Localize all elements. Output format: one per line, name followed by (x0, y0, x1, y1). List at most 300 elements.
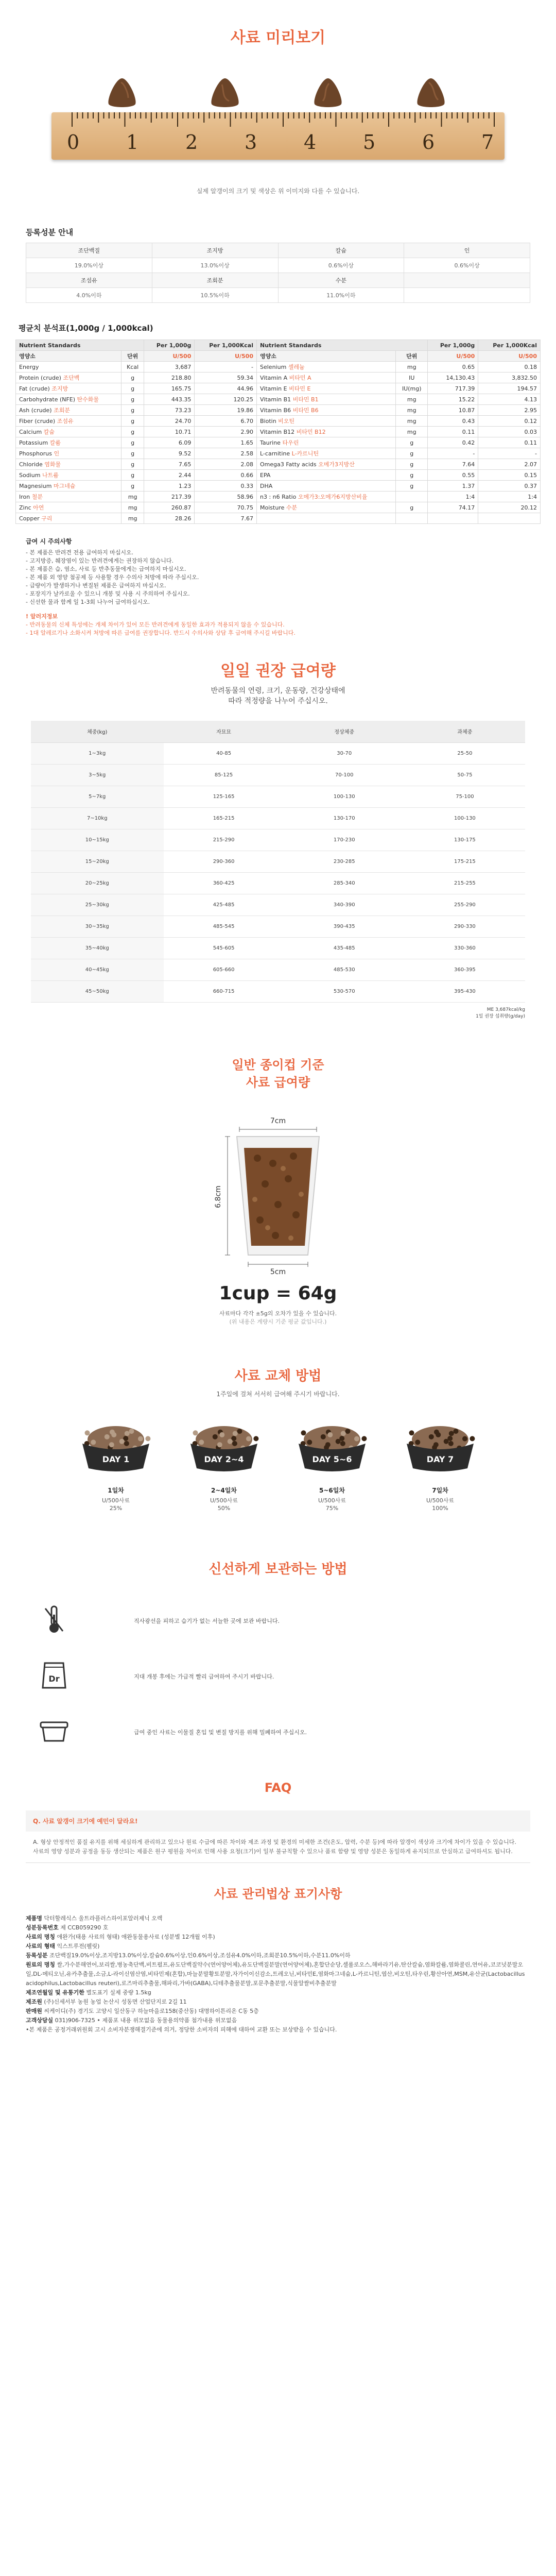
ruler-number: 4 (304, 131, 317, 154)
analysis-subheader: 단위 (396, 351, 428, 362)
reg-header: 조지방 (152, 243, 278, 258)
cup-note: (위 내용은 계량시 기준 평균 값입니다.) (229, 1318, 327, 1325)
feeding-cell: 3~5kg (31, 764, 164, 786)
kibble-image (208, 77, 241, 108)
legal-value: 제 CCB059290 호 (58, 1924, 109, 1931)
cup-title: 사료 급여량 (246, 1075, 310, 1090)
reg-header (404, 273, 530, 288)
nutrient-per-kcal: 0.03 (478, 427, 541, 437)
nutrient-name (257, 383, 396, 394)
feeding-cell: 20~25kg (31, 872, 164, 894)
nutrient-ko: 오메가3:오메가6지방산비율 (298, 494, 368, 500)
kibble-image (414, 77, 447, 108)
registered-title: 등록성분 안내 (26, 228, 74, 237)
feeding-cell: 360-425 (164, 872, 284, 894)
registered-table (26, 243, 530, 303)
feeding-cell: 125-165 (164, 786, 284, 807)
nutrient-unit: g (396, 481, 428, 492)
nutrient-unit: g (396, 437, 428, 448)
feeding-cell: 35~40kg (31, 937, 164, 959)
nutrient-name (16, 502, 121, 513)
analysis-subheader: 영양소 (16, 351, 121, 362)
nutrient-per-kcal: 1:4 (478, 492, 541, 502)
nutrient-en: EPA (260, 471, 271, 479)
nutrient-ko: 조단백 (63, 375, 80, 381)
nutrient-name (257, 481, 396, 492)
analysis-row (16, 481, 541, 492)
nutrient-per-g: 717.39 (428, 383, 478, 394)
nutrient-name (257, 513, 396, 524)
day-food: U/500사료 (318, 1497, 346, 1504)
reg-value: 0.6%이상 (404, 258, 530, 273)
nutrient-en: Selenium (260, 364, 288, 370)
feeding-cell: 30~35kg (31, 916, 164, 937)
feeding-cell: 255-290 (405, 894, 525, 916)
kibble-image (311, 77, 344, 108)
analysis-subheader: 단위 (121, 351, 144, 362)
feeding-cell: 100-130 (284, 786, 405, 807)
ruler-number: 7 (481, 131, 494, 154)
analysis-header: Nutrient Standards (257, 340, 428, 351)
nutrient-en: Vitamin A (260, 375, 289, 381)
legal-title: 사료 관리법상 표기사항 (214, 1886, 342, 1901)
nutrient-ko: 셀레늄 (288, 364, 305, 370)
analysis-row (16, 416, 541, 427)
feeding-row (31, 872, 525, 894)
feeding-footnote: ME 3,687kcal/kg (486, 1007, 525, 1012)
nutrient-unit: g (121, 394, 144, 405)
nutrient-ko: 조섬유 (57, 418, 74, 425)
analysis-row (16, 459, 541, 470)
analysis-header: Per 1,000g (144, 340, 195, 351)
nutrient-unit: g (396, 448, 428, 459)
nutrient-unit: mg (396, 416, 428, 427)
feeding-cell: 10~15kg (31, 829, 164, 851)
analysis-header: Per 1,000Kcal (478, 340, 541, 351)
nutrient-per-g: 1:4 (428, 492, 478, 502)
cup-height-label: 6.8cm (214, 1185, 222, 1208)
nutrient-name (257, 437, 396, 448)
feeding-cell: 660-715 (164, 980, 284, 1002)
feeding-cell: 530-570 (284, 980, 405, 1002)
nutrient-per-g: 3,687 (144, 362, 195, 372)
nutrient-per-kcal: 0.11 (478, 437, 541, 448)
replace-day (293, 1419, 371, 1512)
allergy-item: - 1대 알레르기나 소화시켜 처방에 따른 급여를 권장합니다. 반드시 수의사와 상담 후 급여해 주시길 바랍니다. (26, 630, 296, 636)
svg-text:Dr: Dr (48, 1673, 60, 1684)
legal-section (0, 1884, 556, 2055)
nutrient-per-kcal: 59.34 (195, 372, 257, 383)
nutrient-per-g: 74.17 (428, 502, 478, 513)
nutrient-ko: 비타민 A (289, 375, 311, 381)
nutrient-en: Calcium (19, 429, 44, 435)
nutrient-unit (396, 513, 428, 524)
day-badge: DAY 1 (102, 1454, 130, 1464)
feeding-cell: 175-215 (405, 851, 525, 872)
food-bowl-icon (185, 1419, 263, 1476)
reg-header: 조회분 (152, 273, 278, 288)
legal-key: 제조연월일 및 유통기한 (26, 1989, 84, 1996)
legal-line (26, 1914, 530, 1923)
nutrient-per-g: 10.87 (428, 405, 478, 416)
reg-value: 4.0%이하 (26, 288, 152, 303)
nutrient-en: Ash (crude) (19, 407, 54, 414)
caution-item: - 신선한 물과 함께 일 1-3회 나누어 급여하십시오. (26, 599, 150, 605)
nutrient-en: Magnesium (19, 483, 54, 489)
storage-section (0, 1558, 556, 1760)
legal-key: 제조원 (26, 1998, 42, 2005)
legal-line (26, 1933, 530, 1942)
feeding-table (31, 721, 525, 1003)
feeding-cell: 215-255 (405, 872, 525, 894)
feeding-cell: 290-360 (164, 851, 284, 872)
caution-title: 급여 시 주의사항 (26, 538, 72, 545)
day-label: 2~4일차 (211, 1486, 237, 1494)
nutrient-unit: g (121, 459, 144, 470)
feeding-cell: 605-660 (164, 959, 284, 980)
analysis-subheader: U/500 (195, 351, 257, 362)
legal-line (26, 2007, 530, 2016)
feeding-cell: 285-340 (284, 872, 405, 894)
legal-line (26, 1988, 530, 1997)
day-percent: 50% (217, 1504, 231, 1512)
reg-header: 조단백질 (26, 243, 152, 258)
nutrient-per-kcal: - (195, 362, 257, 372)
feeding-header: 과체중 (405, 721, 525, 742)
caution-item: - 본 제품 외 영양 첨공제 등 사용할 경우 수의사 처방에 따라 주십시오. (26, 574, 199, 581)
legal-value: 닥터할레식스 울트라플러스하이포알러제닉 오렉 (42, 1914, 163, 1922)
nutrient-unit: g (121, 416, 144, 427)
feeding-cell: 230-285 (284, 851, 405, 872)
nutrient-per-g: 9.52 (144, 448, 195, 459)
nutrient-per-kcal: 1.65 (195, 437, 257, 448)
analysis-table (15, 340, 541, 524)
nutrient-ko: 나트륨 (42, 472, 59, 479)
nutrient-en: Moisture (260, 504, 286, 511)
feeding-row (31, 937, 525, 959)
nutrient-per-kcal: 2.58 (195, 448, 257, 459)
nutrient-per-g: 24.70 (144, 416, 195, 427)
feeding-row (31, 829, 525, 851)
nutrient-en: Energy (19, 363, 39, 370)
legal-key: 판매원 (26, 2007, 42, 2014)
nutrient-name (16, 492, 121, 502)
nutrient-ko: 인 (54, 450, 60, 457)
nutrient-en: Vitamin B6 (260, 407, 293, 414)
nutrient-per-g (428, 513, 478, 524)
nutrient-unit: g (121, 383, 144, 394)
analysis-header: Nutrient Standards (16, 340, 144, 351)
feeding-cell: 545-605 (164, 937, 284, 959)
feeding-cell: 7~10kg (31, 807, 164, 829)
nutrient-en: n3 : n6 Ratio (260, 494, 298, 500)
nutrient-per-kcal: 0.15 (478, 470, 541, 481)
day-food: U/500사료 (101, 1497, 130, 1504)
nutrient-name (16, 405, 121, 416)
nutrient-en: Vitamin B12 (260, 429, 297, 435)
nutrient-ko: 수분 (286, 504, 298, 511)
nutrient-ko: 타우린 (282, 439, 299, 446)
feeding-cell: 15~20kg (31, 851, 164, 872)
feeding-cell: 50-75 (405, 764, 525, 786)
nutrient-ko: 탄수화물 (77, 396, 99, 403)
cup-note: 사료마다 각각 ±5g의 오차가 있을 수 있습니다. (219, 1310, 337, 1317)
nutrient-ko: 칼슘 (43, 429, 55, 435)
nutrient-unit: g (121, 427, 144, 437)
nutrient-en: Iron (19, 494, 32, 500)
nutrient-per-kcal: 58.96 (195, 492, 257, 502)
cup-amount: 1cup = 64g (219, 1282, 337, 1304)
nutrient-per-kcal: 3,832.50 (478, 372, 541, 383)
caution-item: - 고지방증, 췌장염이 있는 반려견에게는 권장하지 않습니다. (26, 557, 173, 564)
legal-line (26, 1951, 530, 1960)
feeding-cell: 390-435 (284, 916, 405, 937)
nutrient-ko: 철분 (31, 494, 43, 500)
nutrient-name (257, 448, 396, 459)
legal-key: 성분등록번호 (26, 1924, 59, 1931)
analysis-section (0, 323, 556, 524)
nutrient-per-kcal: 4.13 (478, 394, 541, 405)
day-badge: DAY 7 (426, 1454, 454, 1464)
nutrient-name (16, 459, 121, 470)
feeding-row (31, 959, 525, 980)
nutrient-name (257, 394, 396, 405)
feeding-title: 일일 권장 급여량 (220, 662, 336, 680)
nutrient-per-g: 14,130.43 (428, 372, 478, 383)
nutrient-unit: mg (121, 502, 144, 513)
feeding-header: 자묘묘 (164, 721, 284, 742)
nutrient-name (16, 362, 121, 372)
nutrient-en: Omega3 Fatty acids (260, 461, 319, 468)
day-label: 1일차 (108, 1486, 124, 1494)
feeding-header: 정상체중 (284, 721, 405, 742)
faq-question[interactable]: Q. 사료 알갱이 크기에 예민이 달라요! (26, 1810, 530, 1832)
legal-line (26, 2025, 530, 2035)
ruler (51, 112, 505, 160)
nutrient-per-g: 0.43 (428, 416, 478, 427)
nutrient-per-kcal: 194.57 (478, 383, 541, 394)
legal-key: 등록성분 (26, 1952, 48, 1959)
caution-item: - 본 제품은 반려견 전용 급여하지 마십시오. (26, 549, 134, 556)
nutrient-per-kcal: 0.12 (478, 416, 541, 427)
nutrient-name (16, 416, 121, 427)
nutrient-unit: mg (396, 362, 428, 372)
feeding-row (31, 742, 525, 764)
nutrient-per-kcal: 120.25 (195, 394, 257, 405)
feeding-row (31, 894, 525, 916)
nutrient-unit: g (396, 502, 428, 513)
kibble-image (106, 77, 138, 108)
replace-section (0, 1365, 556, 1512)
legal-value: 별도표기 실제 중량 1.5kg (84, 1989, 151, 1996)
nutrient-ko: L-카르니틴 (291, 450, 319, 457)
nutrient-ko: 아연 (33, 504, 44, 511)
feeding-cell: 70-100 (284, 764, 405, 786)
feeding-cell: 395-430 (405, 980, 525, 1002)
nutrient-unit: g (121, 405, 144, 416)
nutrient-per-kcal: 70.75 (195, 502, 257, 513)
nutrient-per-g: 6.09 (144, 437, 195, 448)
nutrient-per-kcal: 7.67 (195, 513, 257, 524)
nutrient-per-g: 1.37 (428, 481, 478, 492)
nutrient-unit: g (396, 470, 428, 481)
nutrient-per-g: 0.11 (428, 427, 478, 437)
nutrient-name (16, 427, 121, 437)
feeding-cell: 25-50 (405, 742, 525, 764)
ruler-number: 2 (185, 131, 198, 154)
day-ratio (293, 1497, 371, 1512)
analysis-row (16, 394, 541, 405)
caution-item: - 포장지가 날카로울 수 있으니 개봉 및 사용 시 주의하여 주십시오. (26, 590, 190, 597)
caution-item: - 급량이가 발생하거나 변질된 제품은 급여하지 마십시오. (26, 582, 166, 589)
nutrient-per-kcal: 0.37 (478, 481, 541, 492)
nutrient-ko: 비타민 E (289, 385, 311, 392)
feeding-cell: 45~50kg (31, 980, 164, 1002)
nutrient-per-kcal: 2.90 (195, 427, 257, 437)
analysis-row (16, 492, 541, 502)
nutrient-name (16, 383, 121, 394)
feeding-subtitle: 따라 적정량을 나누어 주십시오. (228, 697, 328, 705)
feeding-cell: 100-130 (405, 807, 525, 829)
analysis-subheader: U/500 (428, 351, 478, 362)
nutrient-per-g: 217.39 (144, 492, 195, 502)
feeding-cell: 130-175 (405, 829, 525, 851)
nutrient-en: Zinc (19, 504, 33, 511)
day-percent: 100% (432, 1504, 448, 1512)
day-ratio (185, 1497, 263, 1512)
nutrient-ko: 비오틴 (278, 418, 295, 425)
replace-day (185, 1419, 263, 1512)
nutrient-ko: 염화물 (44, 461, 61, 468)
nutrient-en: Vitamin B1 (260, 396, 293, 403)
nutrient-unit: Kcal (121, 362, 144, 372)
feeding-row (31, 851, 525, 872)
day-ratio (402, 1497, 479, 1512)
analysis-subheader: 영양소 (257, 351, 396, 362)
nutrient-name (257, 372, 396, 383)
legal-value: 익스트루전(펠릿) (55, 1942, 100, 1950)
nutrient-ko: 칼륨 (49, 439, 61, 446)
legal-line (26, 1923, 530, 1933)
paper-cup-icon (216, 1117, 340, 1277)
legal-key: 고객상담실 (26, 2016, 54, 2024)
nutrient-per-kcal: 19.86 (195, 405, 257, 416)
thermometer-icon (41, 1604, 67, 1635)
feeding-cell: 165-215 (164, 807, 284, 829)
analysis-row (16, 405, 541, 416)
nutrient-per-kcal: 0.18 (478, 362, 541, 372)
day-label: 5~6일차 (319, 1486, 345, 1494)
reg-value: 0.6%이상 (278, 258, 404, 273)
analysis-row (16, 372, 541, 383)
ruler-number: 1 (126, 131, 139, 154)
nutrient-per-kcal: 2.95 (478, 405, 541, 416)
analysis-header: Per 1,000g (428, 340, 478, 351)
reg-value (404, 288, 530, 303)
nutrient-unit: mg (121, 492, 144, 502)
ruler-number: 6 (422, 131, 435, 154)
replace-title: 사료 교체 방법 (234, 1368, 322, 1384)
day-percent: 75% (325, 1504, 339, 1512)
nutrient-per-g: 15.22 (428, 394, 478, 405)
nutrient-per-g: 260.87 (144, 502, 195, 513)
nutrient-en: Taurine (260, 439, 283, 446)
legal-key: 원료의 명칭 (26, 1961, 55, 1968)
feeding-cell: 25~30kg (31, 894, 164, 916)
nutrient-per-kcal: 0.66 (195, 470, 257, 481)
replace-day (402, 1419, 479, 1512)
nutrient-en: Potassium (19, 439, 50, 446)
nutrient-per-g: 10.71 (144, 427, 195, 437)
reg-value: 13.0%이상 (152, 258, 278, 273)
nutrient-unit: g (396, 459, 428, 470)
feeding-row (31, 807, 525, 829)
feeding-cell: 170-230 (284, 829, 405, 851)
reg-header: 조섬유 (26, 273, 152, 288)
feeding-cell: 425-485 (164, 894, 284, 916)
nutrient-en: Protein (crude) (19, 375, 63, 381)
nutrient-per-kcal (478, 513, 541, 524)
nutrient-per-kcal: 0.33 (195, 481, 257, 492)
replace-day (77, 1419, 154, 1512)
feeding-cell: 330-360 (405, 937, 525, 959)
preview-note: 실제 알갱이의 크기 및 색상은 위 이미지와 다를 수 있습니다. (196, 188, 360, 195)
feeding-cell: 360-395 (405, 959, 525, 980)
nutrient-unit: g (121, 470, 144, 481)
legal-list (26, 1914, 530, 2035)
storage-text: 급여 중인 사료는 이물질 혼입 및 변질 방지를 위해 밀폐하여 주십시오. (134, 1728, 307, 1736)
nutrient-name (16, 513, 121, 524)
analysis-row (16, 470, 541, 481)
nutrient-ko: 조회분 (54, 407, 70, 414)
reg-value: 10.5%이하 (152, 288, 278, 303)
reg-header: 칼슘 (278, 243, 404, 258)
dr-package-icon (40, 1660, 68, 1691)
nutrient-en: Phosphorus (19, 450, 54, 457)
kibble-images (106, 77, 450, 108)
day-badge: DAY 5~6 (312, 1454, 352, 1464)
nutrient-name (257, 362, 396, 372)
cup-bottom-label: 5cm (270, 1267, 286, 1276)
day-ratio (77, 1497, 154, 1512)
legal-value: •본 제품은 공정거래위원회 고시 소비자분쟁해결기준에 의거, 정당한 소비자의 피해에 대하여 교환 또는 보상받을 수 있습니다. (26, 2026, 337, 2033)
feeding-cell: 130-170 (284, 807, 405, 829)
day-badge: DAY 2~4 (204, 1454, 244, 1464)
legal-value: 애완가(태용 사료의 형태) 애완동물용사료 (성분별 12개월 이후) (55, 1933, 215, 1940)
day-food: U/500사료 (426, 1497, 454, 1504)
legal-value: 쌀,가수분해연어,보리쌀,병농축단백,비트펄프,유도단백질약수(연어양어체),유도단백질분말(연어양어체),혼합단순당,셀룰로오스,해바라기유,탄산칼슘,염화칼륨,염화콜린,연어유,코코넛분말오일,DL-메티오닌,유카추출물,소금,L-라이신염산염,비타민제(혼합),마늘분말황토분말,자가이이신감소,트레오닌,비타민E,염화마그네슘,L-카르니틴,엽산,비오틴,타우린,황산아연,MSM,유산균(Lactobacillus acidophilus,Lactobacillus reuteri),로즈마리추출물,해파리,가바(GABA),디테추출물분말,포문추출분말,식물알쌀비추출분말 (26, 1961, 525, 1987)
legal-line (26, 1997, 530, 2007)
feeding-cell: 30-70 (284, 742, 405, 764)
legal-line (26, 2016, 530, 2025)
nutrient-per-g: 443.35 (144, 394, 195, 405)
faq-title: FAQ (264, 1780, 292, 1795)
nutrient-en: Copper (19, 515, 42, 522)
nutrient-en: Biotin (260, 418, 279, 425)
feeding-cell: 75-100 (405, 786, 525, 807)
feeding-cell: 485-530 (284, 959, 405, 980)
feeding-cell: 1~3kg (31, 742, 164, 764)
analysis-row (16, 362, 541, 372)
nutrient-per-g: 165.75 (144, 383, 195, 394)
nutrient-unit: g (121, 448, 144, 459)
feeding-cell: 290-330 (405, 916, 525, 937)
nutrient-per-g: 1.23 (144, 481, 195, 492)
feeding-row (31, 980, 525, 1002)
storage-text: 직사광선을 피하고 습기가 없는 서늘한 곳에 보관 바랍니다. (134, 1617, 280, 1624)
nutrient-unit: mg (396, 394, 428, 405)
legal-value: (주)신세서부 농원 농업 논산시 성동면 산업단지로 2길 11 (42, 1998, 187, 2005)
